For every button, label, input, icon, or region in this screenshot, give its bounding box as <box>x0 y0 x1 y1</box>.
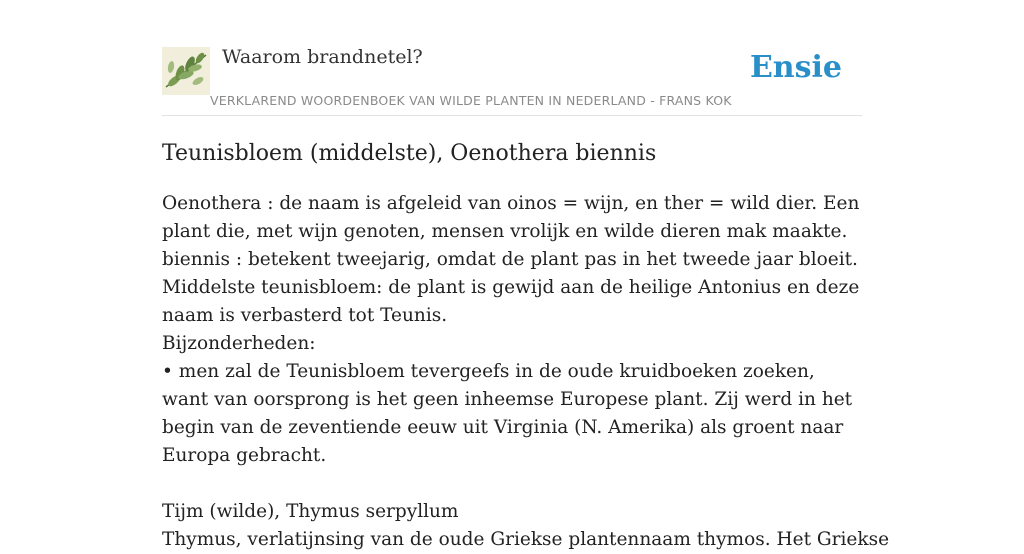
page-header <box>162 46 862 116</box>
spacer <box>162 470 862 498</box>
entry-line: Bijzonderheden: <box>162 333 316 354</box>
entry-line: Middelste teunisbloem: de plant is gewijd aan de heilige Antonius en deze naam is verbasterd tot Teunis. <box>162 277 860 326</box>
entry-line: Oenothera : de naam is afgeleid van oinos = wijn, en ther = wild dier. Een plant die, met wijn genoten, mensen vrolijk en wilde dieren mak maakte. <box>162 193 860 242</box>
entry-line: • men zal de Teunisbloem tevergeefs in de oude kruidboeken zoeken, want van oorsprong is het geen inheemse Europese plant. Zij werd in het begin van de zeventiende eeuw uit Virginia (N. Amerika) als groent naar Europa gebracht. <box>162 361 853 466</box>
entry-content <box>162 138 890 554</box>
header-subtitle[interactable]: VERKLAREND WOORDENBOEK VAN WILDE PLANTEN IN NEDERLAND - FRANS KOK <box>210 93 732 108</box>
header-title[interactable]: Waarom brandnetel? <box>222 46 423 68</box>
brand-logo[interactable]: Ensie <box>749 50 842 85</box>
leaf-icon[interactable] <box>162 47 210 95</box>
entry-line: biennis : betekent tweejarig, omdat de plant pas in het tweede jaar bloeit. <box>162 249 858 270</box>
entry-title: Teunisbloem (middelste), Oenothera biennis <box>162 141 657 166</box>
next-entry-title: Tijm (wilde), Thymus serpyllum <box>162 501 459 522</box>
next-entry-line: Thymus, verlatijnsing van de oude Griekse plantennaam thymos. Het Griekse <box>162 529 890 550</box>
